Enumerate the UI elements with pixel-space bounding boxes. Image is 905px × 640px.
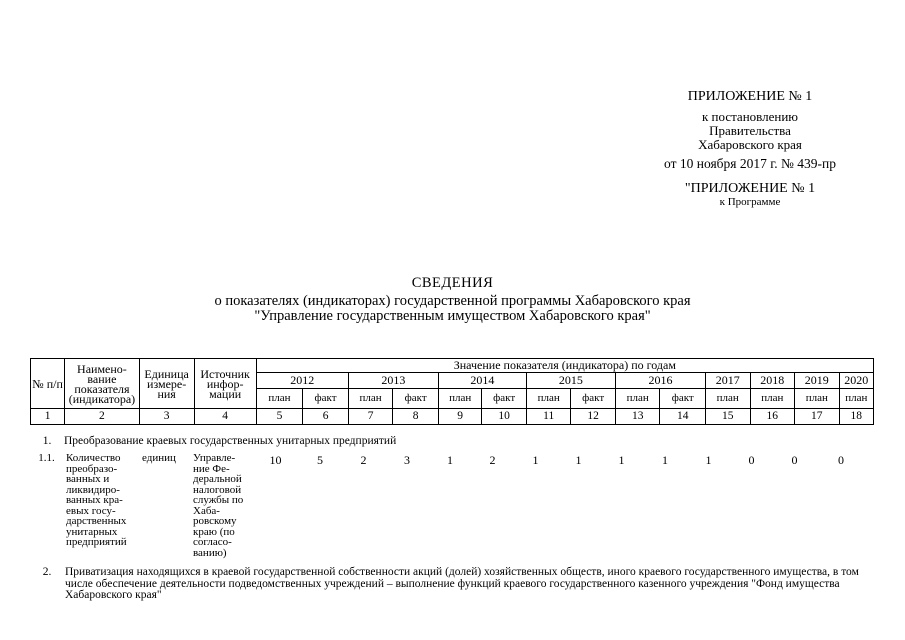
appendix-block [640, 90, 860, 171]
column-number: 10 [482, 409, 527, 425]
row-1-1-value: 10 [269, 453, 282, 467]
header-plan: план [839, 389, 873, 409]
header-year: 2017 [706, 373, 751, 389]
column-number: 3 [139, 409, 194, 425]
header-values: Значение показателя (индикатора) по годам [256, 359, 873, 373]
header-year: 2014 [438, 373, 526, 389]
header-plan: план [706, 389, 751, 409]
appendix-line4: Хабаровского края [698, 137, 802, 152]
column-number: 9 [438, 409, 481, 425]
row-1-1-number: 1.1. [38, 452, 55, 464]
header-unit: Единица измере-ния [139, 359, 194, 409]
row-1-1-value: 1 [532, 453, 539, 467]
section-2 [30, 567, 880, 602]
section-2-title: Приватизация находящихся в краевой государственной собственности акций (долей) хозяйственных обществ, иного краевого государственного имущества, в том числе обеспечение деятельности подведомственных учреждений – выполнение функций краевого государственного казенного учреждения "Фонд имущества Хабаровского края" [65, 566, 859, 601]
header-plan: план [615, 389, 660, 409]
document-title: СВЕДЕНИЯ [411, 275, 494, 291]
row-1-1-value: 2 [360, 453, 367, 467]
section-1-title: Преобразование краевых государственных унитарных предприятий [64, 435, 397, 447]
header-fact: факт [303, 389, 349, 409]
row-1-1-value: 1 [705, 453, 712, 467]
section-1 [30, 435, 396, 447]
appendix2-block [650, 181, 850, 209]
row-1-1-value: 5 [317, 453, 323, 467]
header-plan: план [256, 389, 303, 409]
row-1-1-name: Количество преобразо-ванных и ликвидиро-ванных кра-евых госу-дарственных унитарных предприятий [66, 452, 127, 548]
document-heading [150, 276, 755, 324]
column-number: 5 [256, 409, 303, 425]
header-fact: факт [571, 389, 616, 409]
header-name: Наимено-вание показателя (индикатора) [65, 359, 140, 409]
appendix2-subtitle: к Программе [719, 196, 781, 208]
indicators-table [30, 358, 874, 425]
section-1-number: 1. [42, 435, 52, 447]
header-year: 2018 [750, 373, 795, 389]
header-year: 2013 [348, 373, 438, 389]
appendix-line2: к постановлению [701, 109, 799, 124]
row-1-1-value: 1 [618, 453, 625, 467]
column-number: 16 [750, 409, 795, 425]
column-number: 14 [660, 409, 706, 425]
header-plan: план [750, 389, 795, 409]
header-year: 2012 [256, 373, 348, 389]
row-1-1-value: 0 [748, 453, 755, 467]
column-number: 2 [65, 409, 140, 425]
section-2-number: 2. [42, 566, 52, 578]
header-source: Источник инфор-мации [194, 359, 256, 409]
appendix2-title: "ПРИЛОЖЕНИЕ № 1 [684, 181, 816, 196]
header-fact: факт [393, 389, 439, 409]
header-fact: факт [482, 389, 527, 409]
column-number: 4 [194, 409, 256, 425]
column-number: 8 [393, 409, 439, 425]
row-1-1-value: 2 [489, 453, 496, 467]
column-number: 18 [839, 409, 873, 425]
row-1-1-value: 0 [838, 453, 844, 467]
header-year: 2016 [615, 373, 705, 389]
document-subtitle-2: "Управление государственным имуществом Хабаровского края" [254, 308, 651, 324]
row-1-1-unit: единиц [142, 452, 176, 464]
header-year: 2020 [839, 373, 873, 389]
column-number: 7 [348, 409, 393, 425]
row-1-1-value: 1 [662, 453, 668, 467]
row-1-1-value: 3 [404, 453, 410, 467]
column-number: 17 [795, 409, 840, 425]
header-plan: план [526, 389, 571, 409]
row-1-1-value: 1 [447, 453, 453, 467]
header-year: 2019 [795, 373, 840, 389]
row-1-1-value: 1 [575, 453, 582, 467]
header-year: 2015 [526, 373, 615, 389]
header-plan: план [795, 389, 840, 409]
appendix-line3: Правительства [709, 123, 791, 138]
row-1-1-source: Управле-ние Фе-деральной налоговой службы по Хаба-ровскому краю (по согласо-ванию) [193, 452, 244, 559]
header-plan: план [348, 389, 393, 409]
column-number: 13 [615, 409, 660, 425]
document-subtitle-1: о показателях (индикаторах) государственной программы Хабаровского края [214, 293, 691, 309]
column-number: 12 [571, 409, 616, 425]
header-num: № п/п [31, 359, 65, 409]
header-plan: план [438, 389, 481, 409]
appendix-line5: от 10 ноября 2017 г. № 439-пр [664, 156, 836, 171]
column-number: 15 [706, 409, 751, 425]
column-number: 6 [303, 409, 349, 425]
header-fact: факт [660, 389, 706, 409]
column-number: 11 [526, 409, 571, 425]
column-number: 1 [31, 409, 65, 425]
row-1-1-value: 0 [791, 453, 798, 467]
appendix-title: ПРИЛОЖЕНИЕ № 1 [687, 89, 813, 104]
